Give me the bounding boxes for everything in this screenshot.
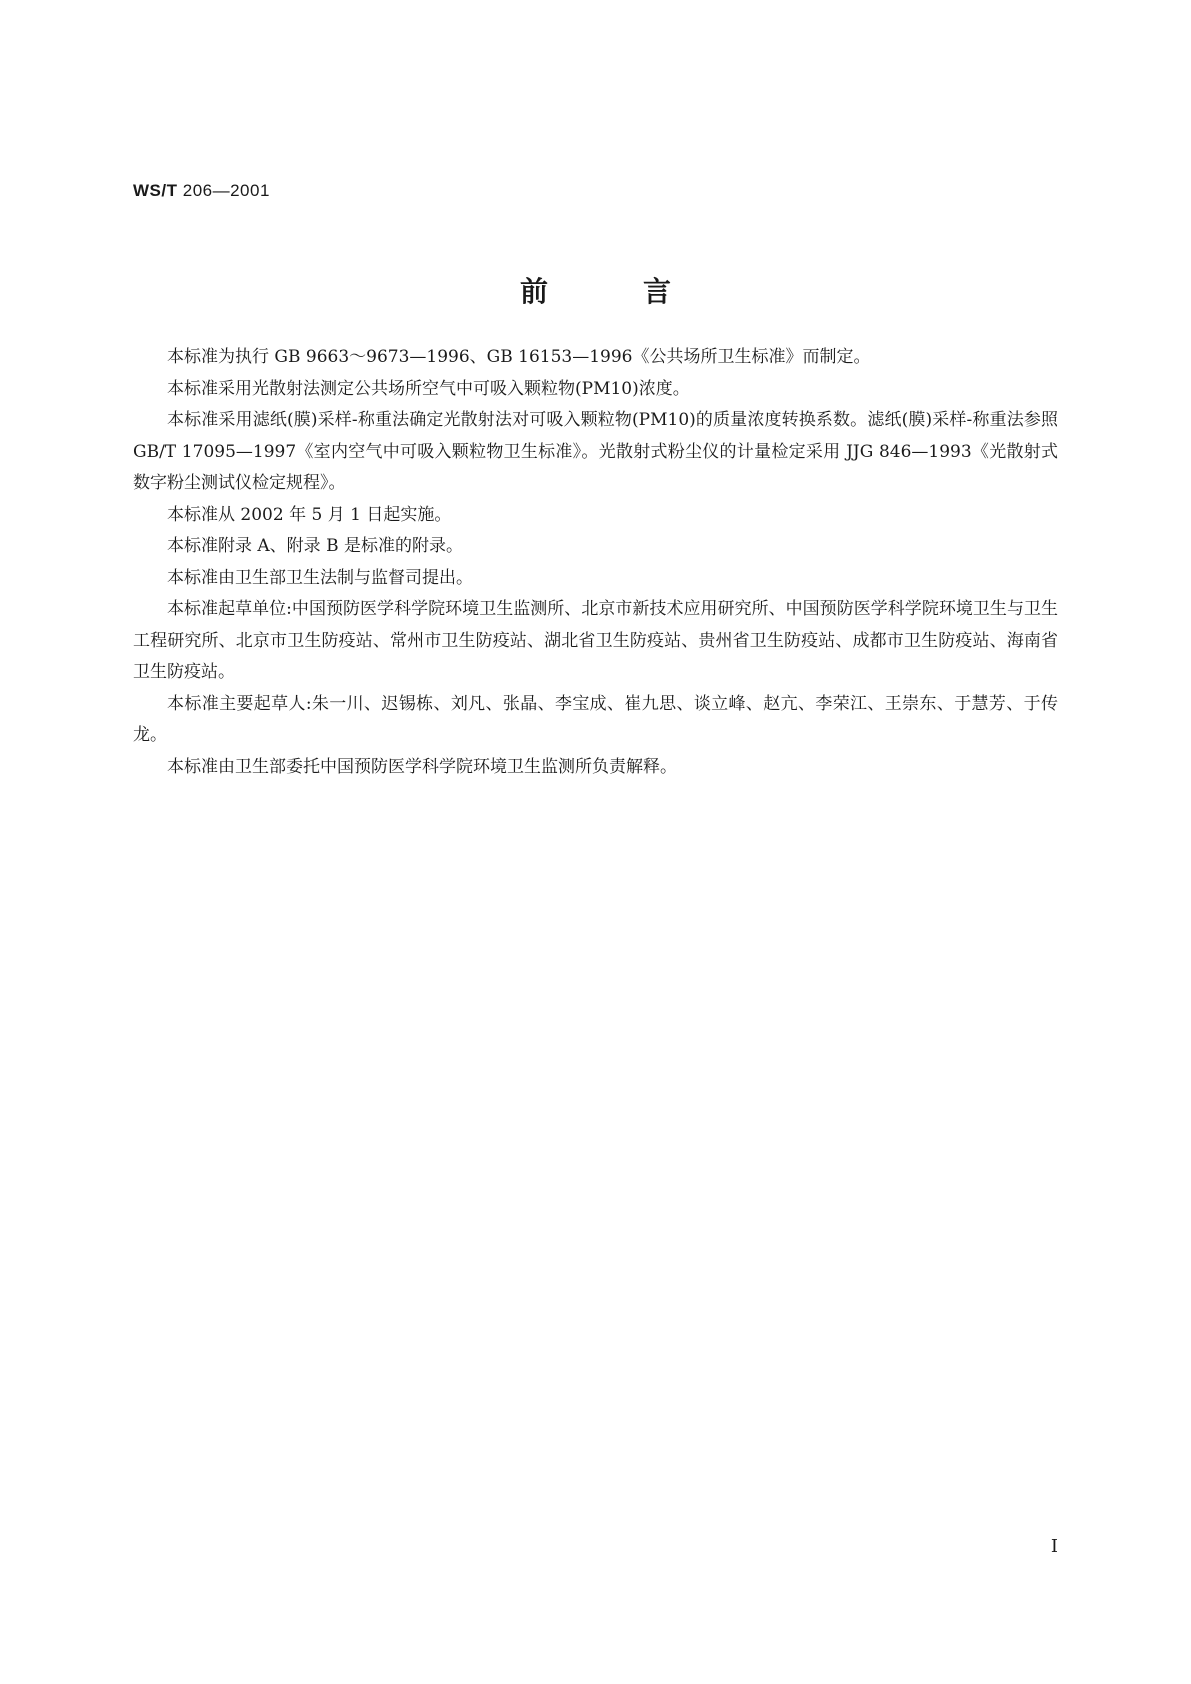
- standard-number: 206—2001: [182, 181, 270, 200]
- paragraph: 本标准起草单位:中国预防医学科学院环境卫生监测所、北京市新技术应用研究所、中国预防医学科学院环境卫生与卫生工程研究所、北京市卫生防疫站、常州市卫生防疫站、湖北省卫生防疫站、贵州省卫生防疫站、成都市卫生防疫站、海南省卫生防疫站。: [133, 599, 1058, 682]
- paragraph: 本标准为执行 GB 9663～9673—1996、GB 16153—1996《公共场所卫生标准》而制定。: [167, 347, 871, 367]
- standard-code: [133, 181, 270, 201]
- paragraph: 本标准附录 A、附录 B 是标准的附录。: [167, 536, 463, 556]
- title-char-2: 言: [643, 275, 672, 308]
- foreword-body: [133, 342, 1058, 783]
- paragraph: 本标准由卫生部卫生法制与监督司提出。: [167, 567, 473, 588]
- page-number: I: [1050, 1536, 1058, 1557]
- paragraph: 本标准采用滤纸(膜)采样-称重法确定光散射法对可吸入颗粒物(PM10)的质量浓度转换系数。滤纸(膜)采样-称重法参照 GB/T 17095—1997《室内空气中可吸入颗粒物卫生标准》。光散射式粉尘仪的计量检定采用 JJG 846—1993《光散射式数字粉尘测试仪检定规程》。: [133, 410, 1058, 493]
- standard-prefix: WS/T: [133, 181, 178, 200]
- title-char-1: 前: [519, 275, 548, 308]
- paragraph: 本标准从 2002 年 5 月 1 日起实施。: [167, 504, 452, 525]
- page-title: [0, 270, 1191, 310]
- paragraph: 本标准采用光散射法测定公共场所空气中可吸入颗粒物(PM10)浓度。: [167, 378, 690, 399]
- paragraph: 本标准由卫生部委托中国预防医学科学院环境卫生监测所负责解释。: [167, 756, 677, 777]
- paragraph: 本标准主要起草人:朱一川、迟锡栋、刘凡、张晶、李宝成、崔九思、谈立峰、赵亢、李荣江、王崇东、于慧芳、于传龙。: [133, 693, 1058, 745]
